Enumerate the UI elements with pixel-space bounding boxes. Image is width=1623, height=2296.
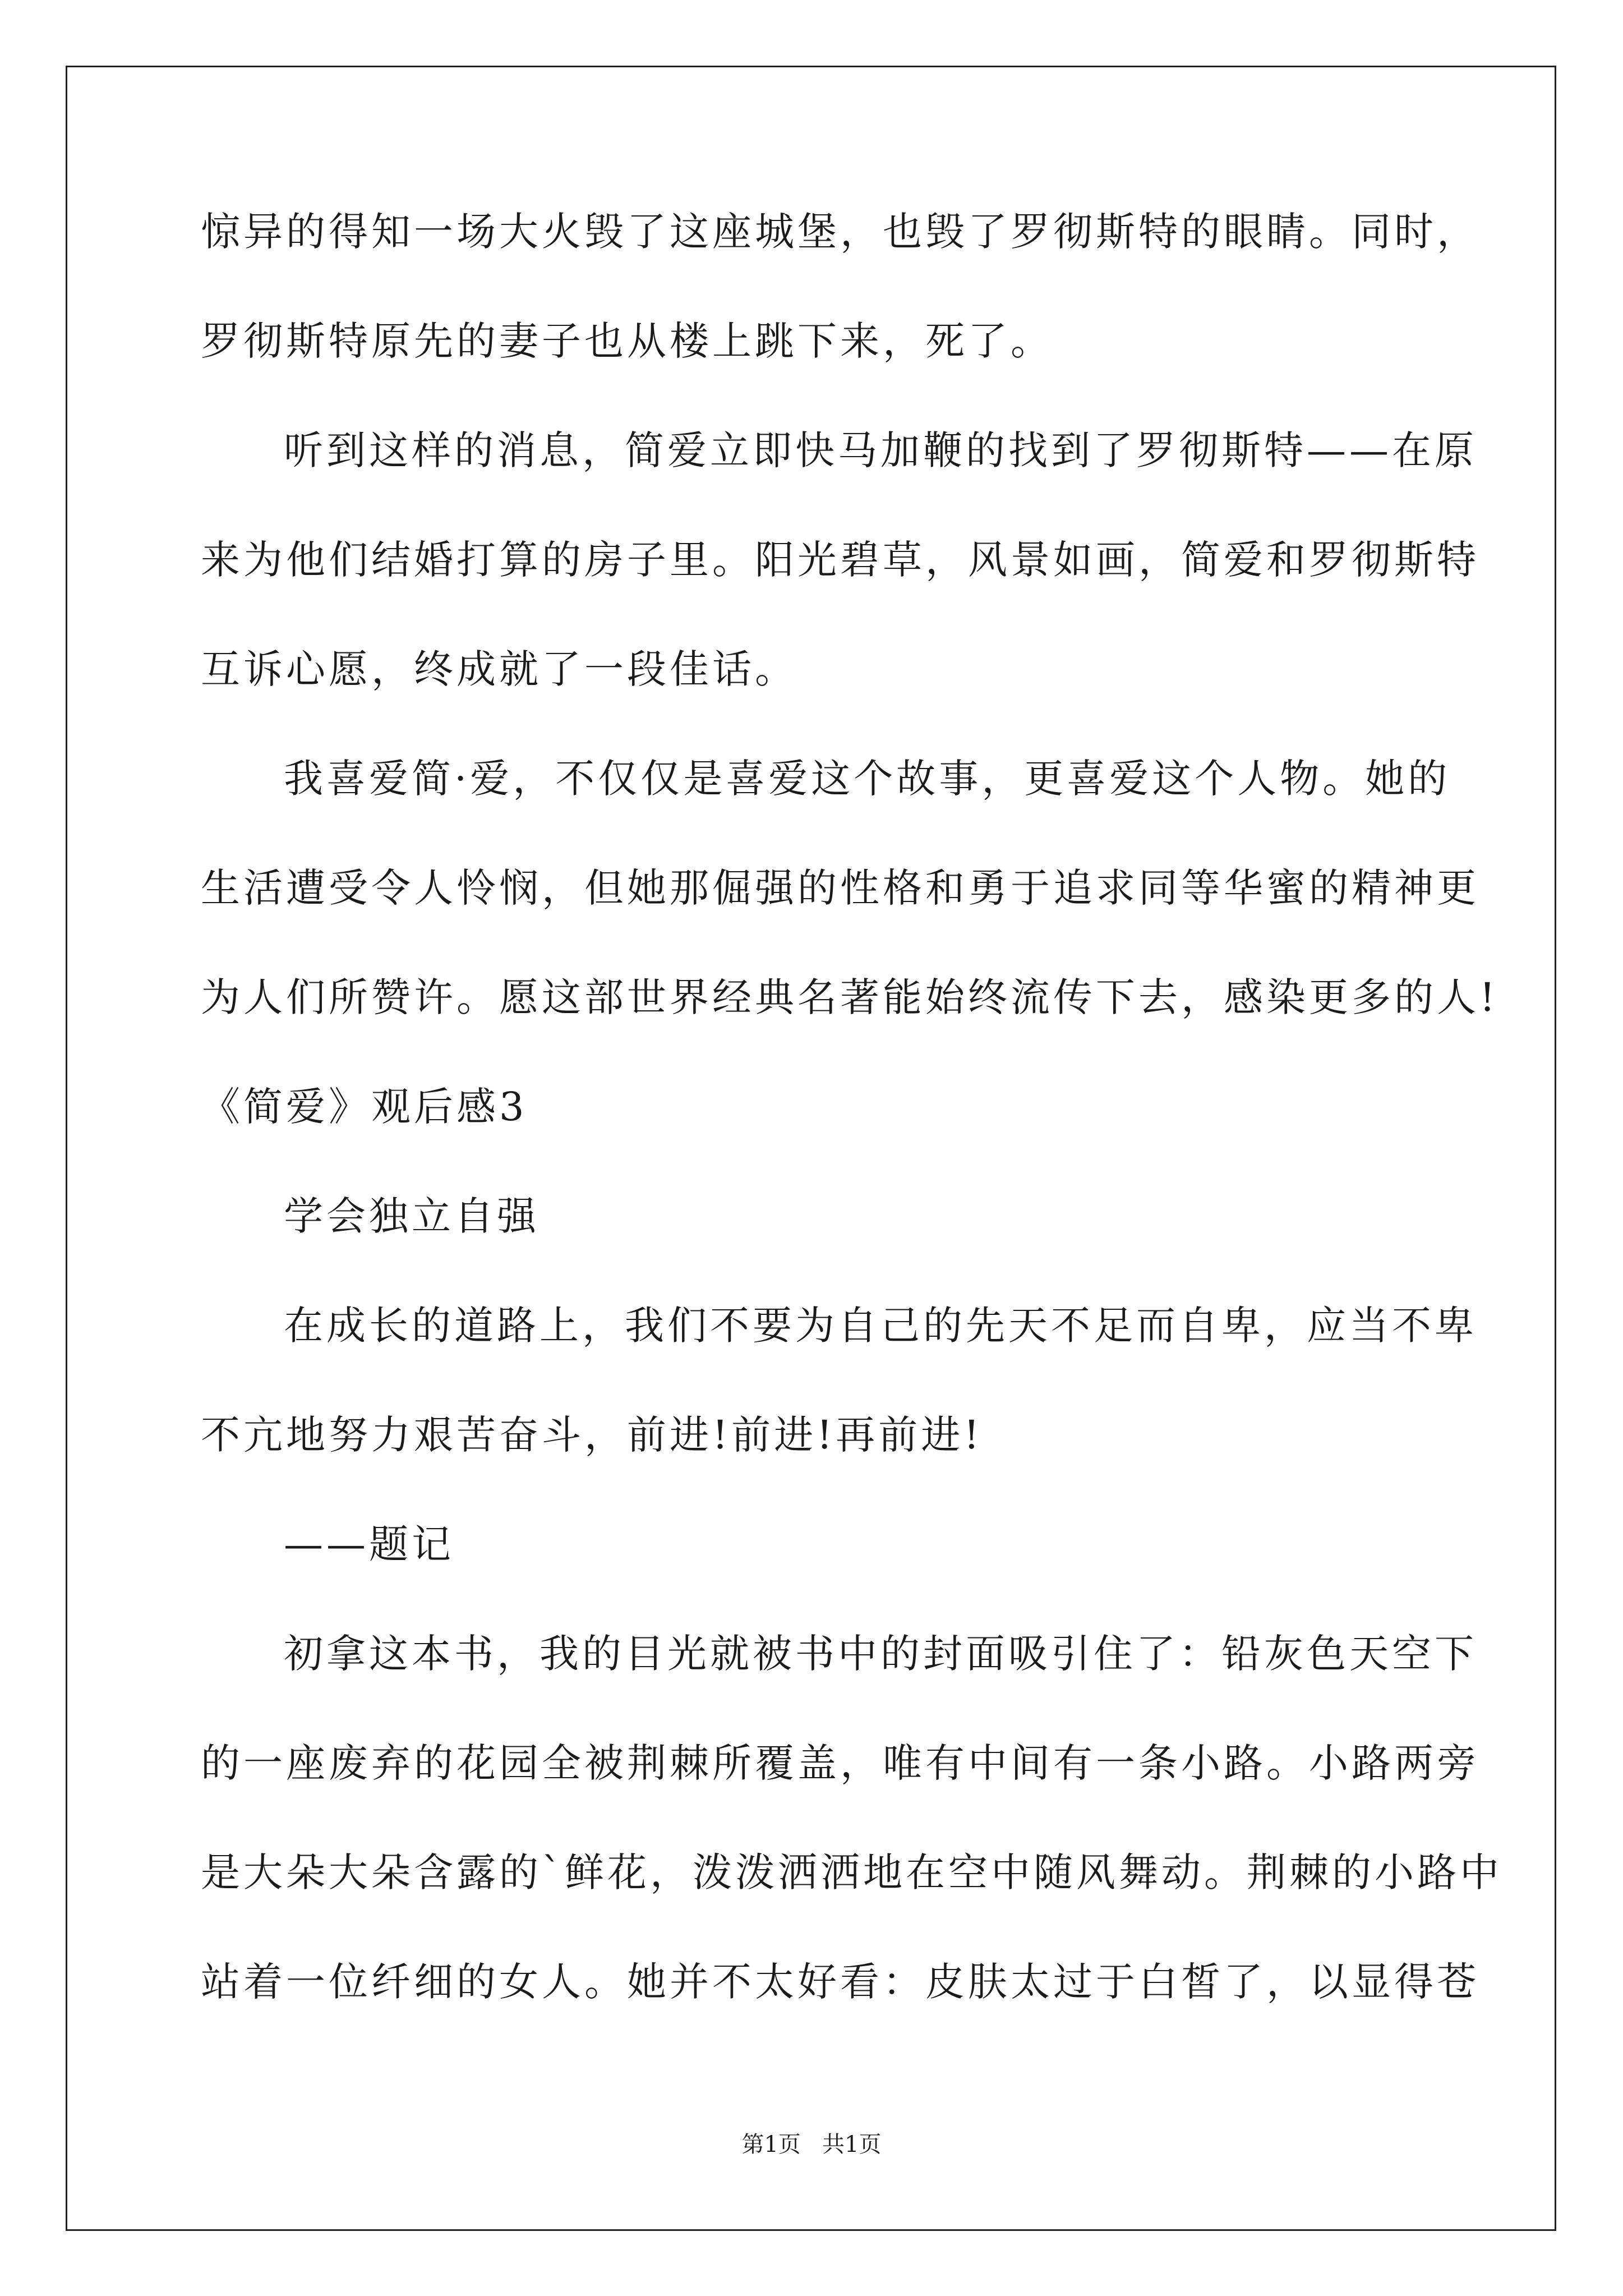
section-heading: 《简爱》观后感3 (201, 1084, 528, 1130)
text-line: 的一座废弃的花园全被荆棘所覆盖，唯有中间有一条小路。小路两旁 (201, 1740, 1479, 1786)
text-line: 是大朵大朵含露的`鲜花，泼泼洒洒地在空中随风舞动。荆棘的小路中 (201, 1849, 1502, 1895)
text-line: 不亢地努力艰苦奋斗，前进!前进!再前进! (201, 1412, 983, 1458)
epigraph-attribution: ——题记 (284, 1521, 454, 1567)
page-number-footer: 第1页 共1页 (741, 2132, 882, 2157)
paragraph-start: 在成长的道路上，我们不要为自己的先天不足而自卑，应当不卑 (284, 1303, 1477, 1349)
text-line: 惊异的得知一场大火毁了这座城堡，也毁了罗彻斯特的眼睛。同时， (201, 209, 1479, 255)
text-line: 来为他们结婚打算的房子里。阳光碧草，风景如画，简爱和罗彻斯特 (201, 537, 1479, 583)
document-body (201, 209, 1502, 2072)
paragraph-start: 听到这样的消息，简爱立即快马加鞭的找到了罗彻斯特——在原 (284, 427, 1477, 473)
text-line: 为人们所赞许。愿这部世界经典名著能始终流传下去，感染更多的人! (201, 974, 1499, 1020)
paragraph-start: 初拿这本书，我的目光就被书中的封面吸引住了：铅灰色天空下 (284, 1631, 1477, 1677)
text-line: 罗彻斯特原先的妻子也从楼上跳下来，死了。 (201, 318, 1053, 364)
essay-title: 学会独立自强 (284, 1193, 540, 1239)
text-line: 生活遭受令人怜悯，但她那倔强的性格和勇于追求同等华蜜的精神更 (201, 865, 1479, 911)
paragraph-start: 我喜爱简·爱，不仅仅是喜爱这个故事，更喜爱这个人物。她的 (284, 756, 1451, 802)
text-line: 互诉心愿，终成就了一段佳话。 (201, 646, 797, 692)
text-line: 站着一位纤细的女人。她并不太好看：皮肤太过于白皙了，以显得苍 (201, 1959, 1479, 2005)
